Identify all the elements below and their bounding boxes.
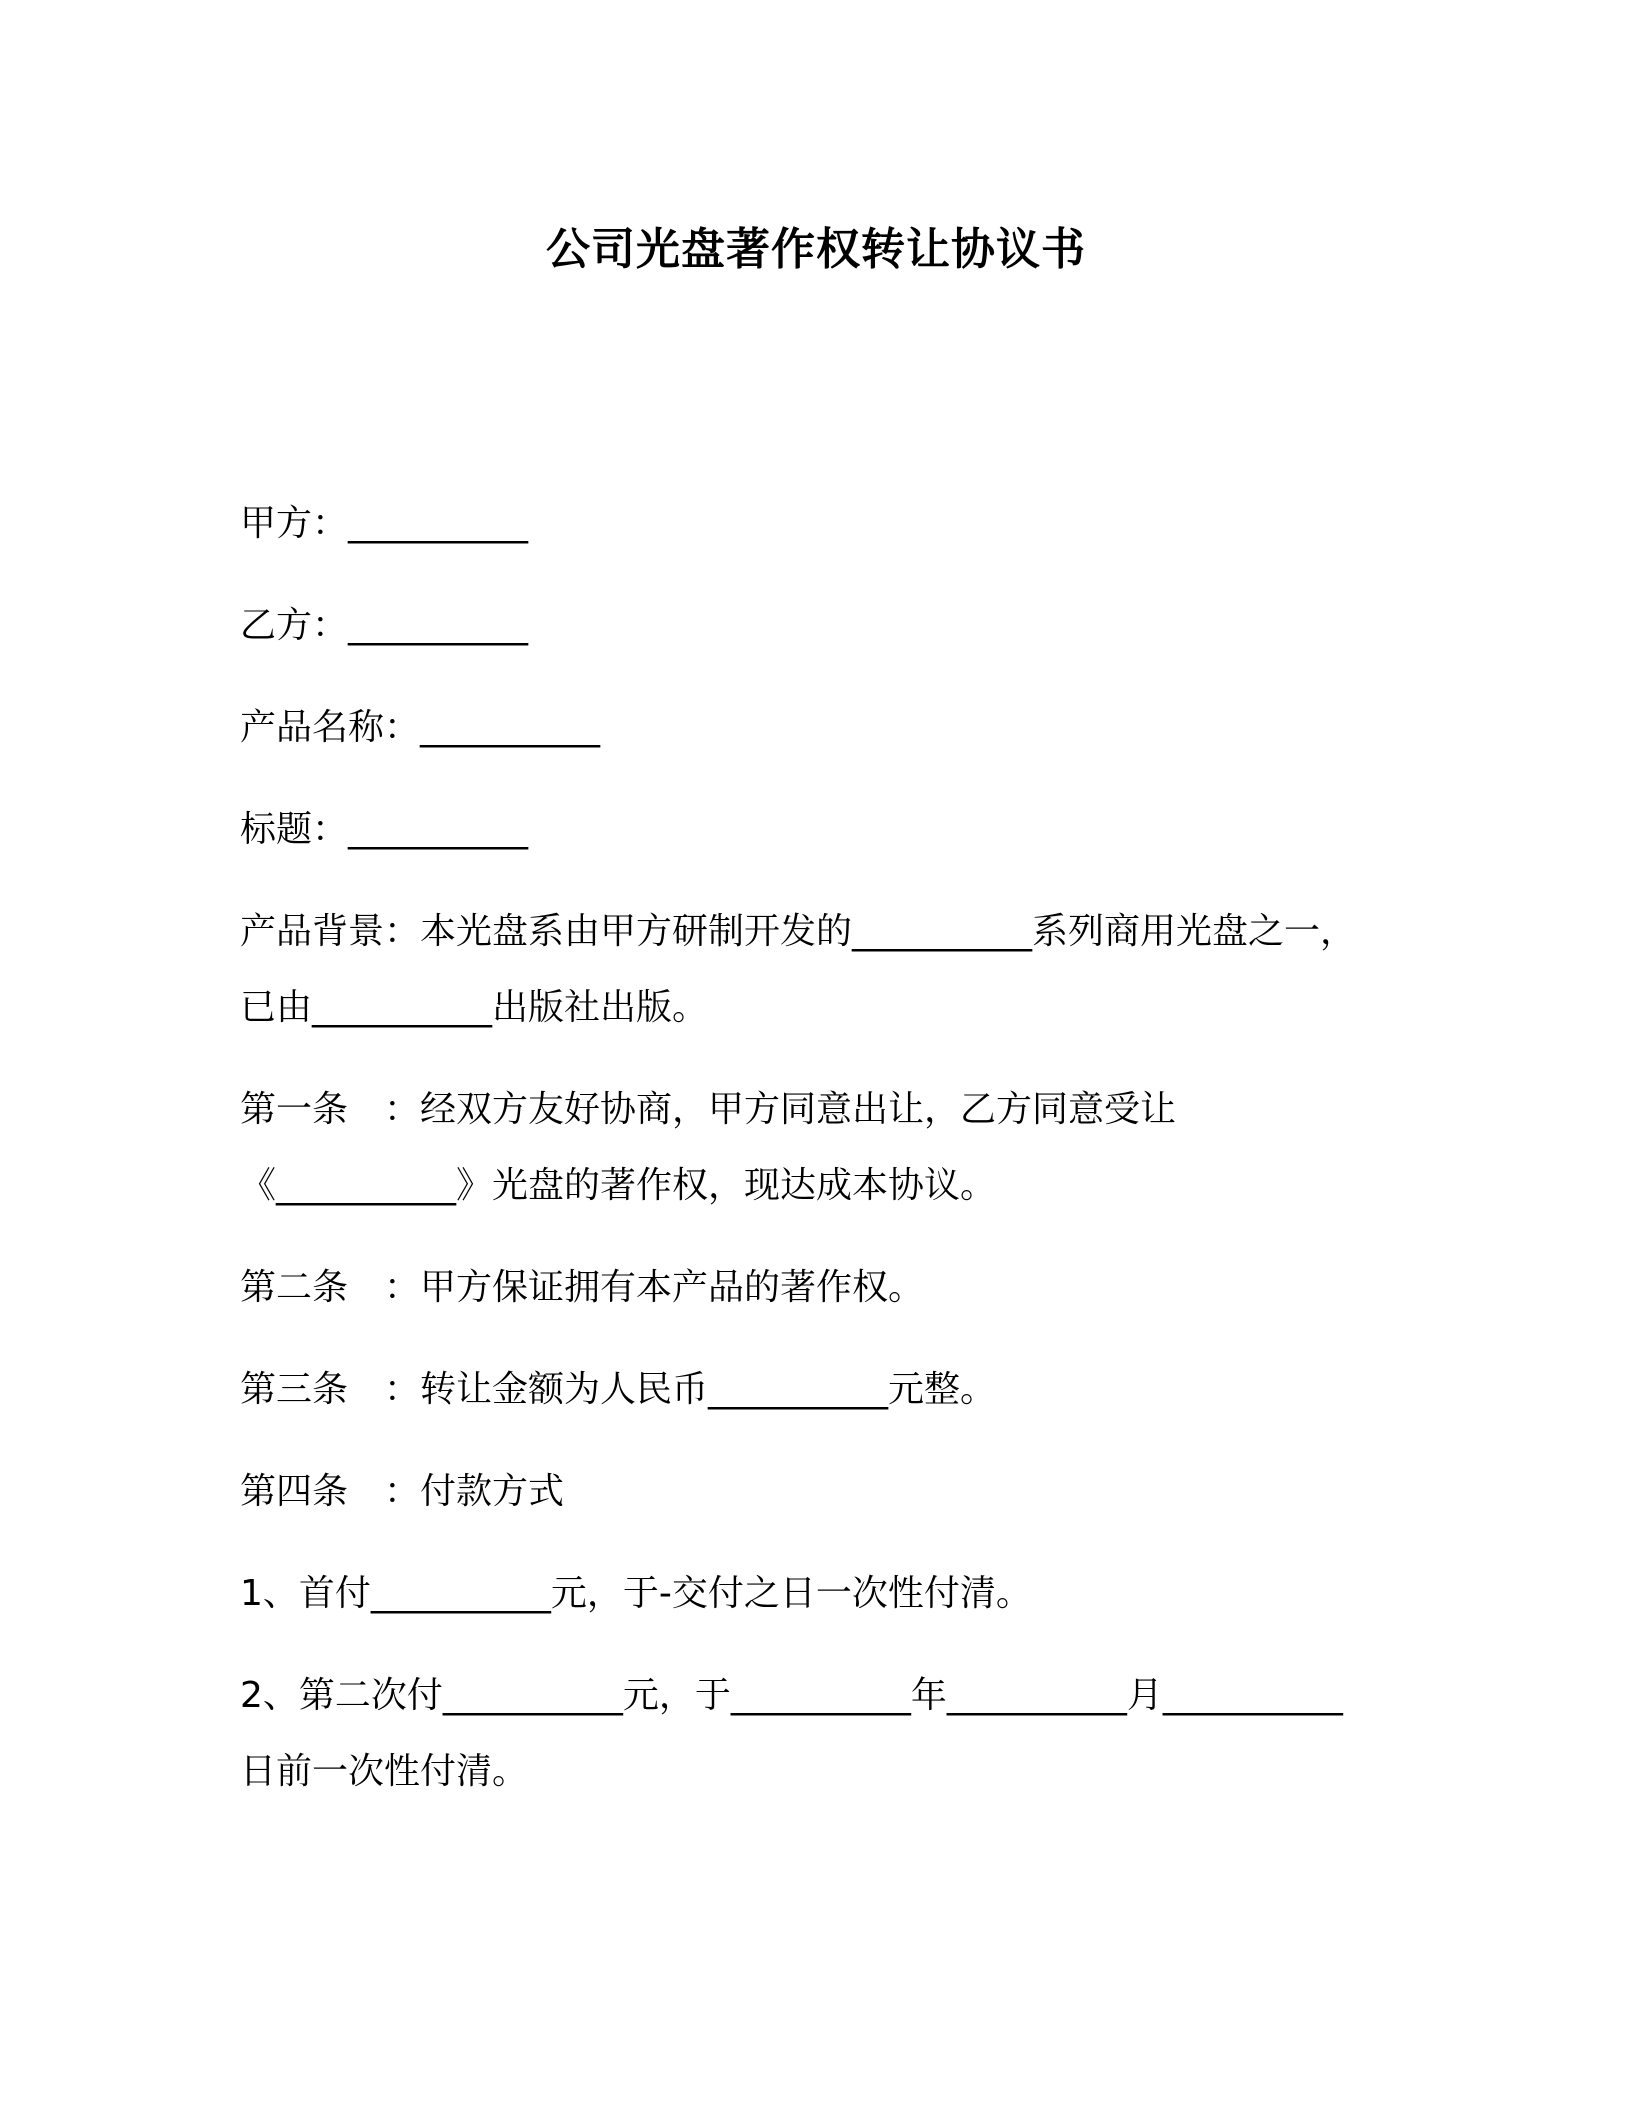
article-1-line-2: 《__________》光盘的著作权，现达成本协议。 xyxy=(240,1165,997,1206)
article-1-line-1: 第一条 ：经双方友好协商，甲方同意出让，乙方同意受让 xyxy=(240,1089,1177,1130)
article-3: 第三条 ：转让金额为人民币__________元整。 xyxy=(240,1369,997,1410)
payment-1: 1、首付__________元，于-交付之日一次性付清。 xyxy=(240,1573,1032,1614)
background-line-2: 已由__________出版社出版。 xyxy=(240,987,709,1028)
party-b-field: 乙方：__________ xyxy=(240,605,529,646)
party-a-field: 甲方：__________ xyxy=(240,503,529,544)
payment-2-line-2: 日前一次性付清。 xyxy=(240,1751,529,1792)
payment-2-line-1: 2、第二次付__________元，于__________年__________月__________ xyxy=(240,1675,1343,1716)
product-name-field: 产品名称：__________ xyxy=(240,707,601,748)
caption-field: 标题：__________ xyxy=(240,809,529,850)
document-title: 公司光盘著作权转让协议书 xyxy=(546,224,1086,275)
article-4: 第四条 ：付款方式 xyxy=(240,1471,565,1512)
background-line-1: 产品背景：本光盘系由甲方研制开发的__________系列商用光盘之一， xyxy=(240,911,1357,952)
article-2: 第二条 ：甲方保证拥有本产品的著作权。 xyxy=(240,1267,925,1308)
